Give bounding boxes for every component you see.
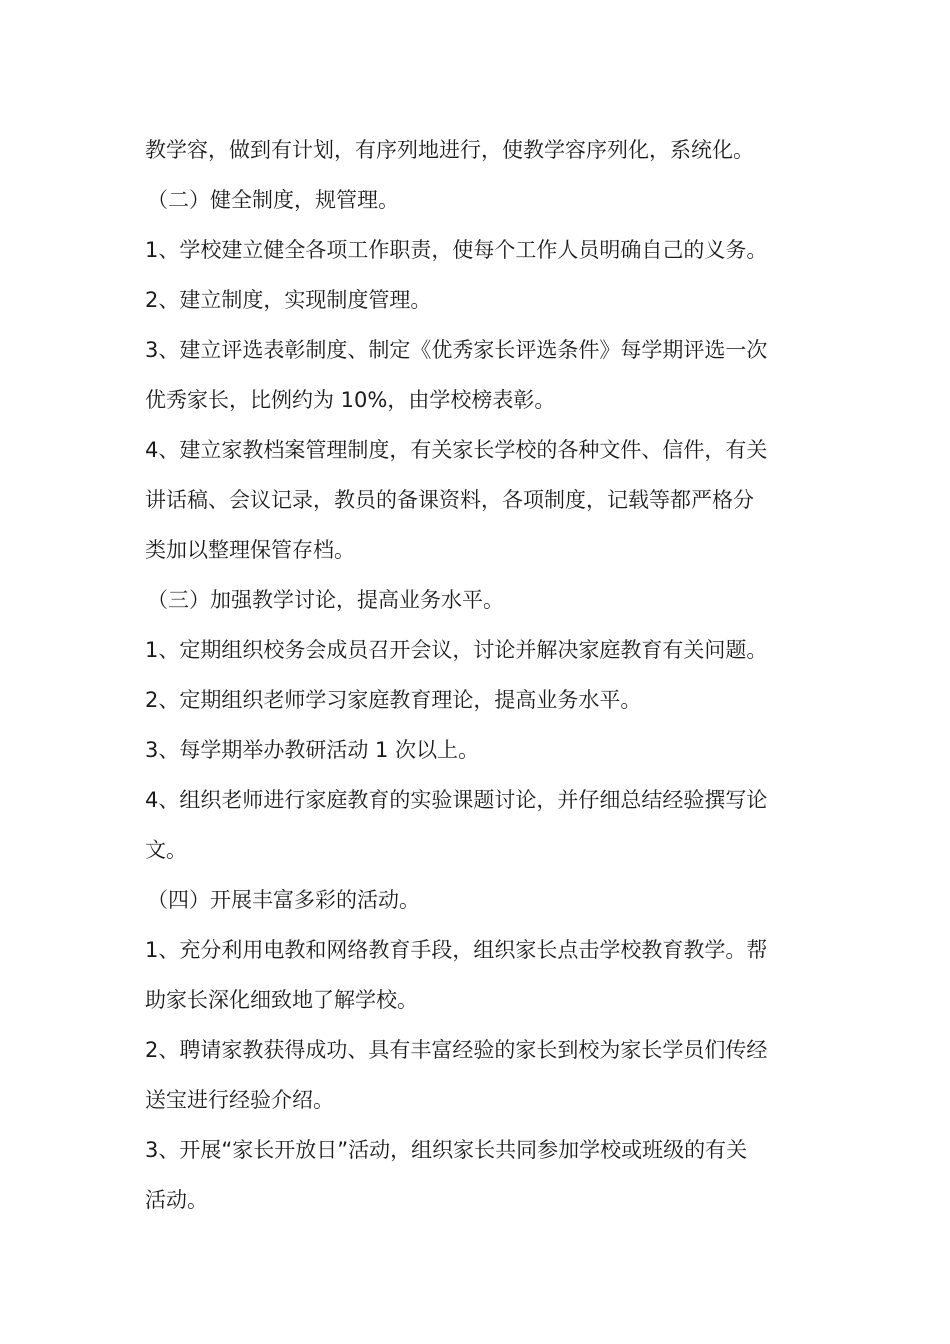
text-line: 1、充分利用电教和网络教育手段，组织家长点击学校教育教学。帮 <box>145 938 768 962</box>
text-line: 1、定期组织校务会成员召开会议，讨论并解决家庭教育有关问题。 <box>145 638 768 662</box>
text-line: 1、学校建立健全各项工作职责，使每个工作人员明确自己的义务。 <box>145 238 768 262</box>
text-line: 送宝进行经验介绍。 <box>145 1088 334 1112</box>
section-heading: （四）开展丰富多彩的活动。 <box>147 888 420 912</box>
text-line: 类加以整理保管存档。 <box>145 538 355 562</box>
text-line: 3、开展“家长开放日”活动，组织家长共同参加学校或班级的有关 <box>145 1138 748 1162</box>
text-line: 教学容，做到有计划，有序列地进行，使教学容序列化，系统化。 <box>145 138 754 162</box>
text-line: 2、建立制度，实现制度管理。 <box>145 288 432 312</box>
text-line: 优秀家长，比例约为 10%，由学校榜表彰。 <box>145 388 556 412</box>
text-line: 2、聘请家教获得成功、具有丰富经验的家长到校为家长学员们传经 <box>145 1038 768 1062</box>
section-heading: （三）加强教学讨论，提高业务水平。 <box>147 588 504 612</box>
text-line: 4、组织老师进行家庭教育的实验课题讨论，并仔细总结经验撰写论 <box>145 788 768 812</box>
text-line: 文。 <box>145 838 187 862</box>
text-line: 助家长深化细致地了解学校。 <box>145 988 418 1012</box>
section-heading: （二）健全制度，规管理。 <box>147 188 399 212</box>
text-line: 2、定期组织老师学习家庭教育理论，提高业务水平。 <box>145 688 642 712</box>
text-line: 4、建立家教档案管理制度，有关家长学校的各种文件、信件，有关 <box>145 438 768 462</box>
text-line: 讲话稿、会议记录，教员的备课资料，各项制度，记载等都严格分 <box>145 488 754 512</box>
text-line: 3、建立评选表彰制度、制定《优秀家长评选条件》每学期评选一次 <box>145 338 768 362</box>
text-line: 活动。 <box>145 1188 208 1212</box>
document-body <box>145 125 815 1225</box>
text-line: 3、每学期举办教研活动 1 次以上。 <box>145 738 480 762</box>
